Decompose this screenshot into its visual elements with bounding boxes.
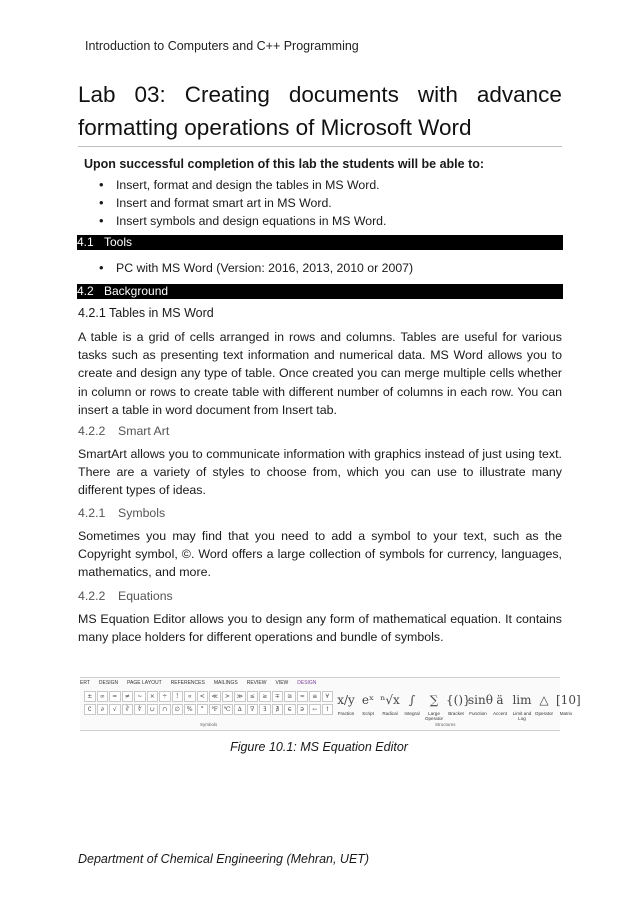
symbol-cell: = — [109, 691, 121, 702]
structure-glyph: eˣ — [361, 693, 375, 707]
symbol-cell: ≠ — [122, 691, 134, 702]
structure-label: Accent — [492, 711, 508, 716]
symbol-cell: ∀ — [322, 691, 334, 702]
structure-label: Function — [469, 711, 487, 716]
structure-glyph: {()} — [446, 693, 471, 707]
smartart-heading — [78, 424, 169, 438]
symbol-cell: ∈ — [284, 704, 296, 715]
structure-button — [468, 690, 493, 721]
section-number: 4.2 — [77, 284, 94, 298]
section-bar-tools — [77, 235, 563, 250]
symbol-cell: ∩ — [159, 704, 171, 715]
title-word: 03: — [134, 82, 166, 107]
structure-button — [336, 690, 356, 721]
symbols-heading — [78, 506, 165, 520]
symbol-cell: ∁ — [84, 704, 96, 715]
subsection-number: 4.2.1 — [78, 506, 106, 520]
structure-label: Large Operator — [424, 711, 444, 721]
ribbon-tab: VIEW — [275, 680, 289, 686]
structure-label: Script — [362, 711, 374, 716]
symbols-row — [84, 691, 333, 702]
ribbon-tab: ERT — [80, 680, 90, 686]
list-item: • Insert and format smart art in MS Word. — [84, 194, 386, 212]
page-header: Introduction to Computers and C++ Programming — [85, 39, 359, 53]
subsection-number: 4.2.2 — [78, 589, 106, 603]
symbol-cell: < — [197, 691, 209, 702]
outcomes-heading: Upon successful completion of this lab the students will be able to: — [84, 157, 485, 171]
symbols-row — [84, 704, 333, 715]
structure-label: Radical — [382, 711, 398, 716]
section-bar-background — [77, 284, 563, 299]
symbol-cell: ∇ — [247, 704, 259, 715]
structure-button — [446, 690, 471, 721]
symbol-cell: > — [222, 691, 234, 702]
symbol-cell: ≪ — [209, 691, 221, 702]
subsection-title: Symbols — [118, 506, 166, 520]
page-footer: Department of Chemical Engineering (Mehran, UET) — [78, 852, 370, 866]
structure-button — [556, 690, 581, 721]
structure-glyph: [10] — [556, 693, 581, 707]
structure-label: Fraction — [337, 711, 355, 716]
structure-glyph: ⁿ√x — [380, 693, 400, 707]
title-word: Creating — [184, 82, 270, 107]
symbol-cell: ≫ — [234, 691, 246, 702]
symbol-cell: ∛ — [122, 704, 134, 715]
symbol-cell: ∜ — [134, 704, 146, 715]
symbol-cell: ~ — [134, 691, 146, 702]
equations-paragraph: MS Equation Editor allows you to design any form of mathematical equation. It contains many place holders for different operations and bundle of symbols. — [78, 612, 562, 645]
symbol-cell: ← — [309, 704, 321, 715]
structure-button — [490, 690, 510, 721]
symbol-cell: ℉ — [209, 704, 221, 715]
symbol-cell: ∞ — [97, 691, 109, 702]
structure-label: Limit and Log — [512, 711, 532, 721]
title-word: documents — [288, 82, 399, 107]
structure-label: Matrix — [559, 711, 573, 716]
structure-label: Operator — [534, 711, 554, 716]
list-item: • Insert symbols and design equations in MS Word. — [84, 212, 386, 230]
title-line-1 — [78, 78, 562, 111]
subsection-number: 4.2.2 — [78, 424, 106, 438]
section-number: 4.1 — [77, 235, 94, 249]
structure-glyph: x/y — [337, 693, 355, 707]
symbol-cell: ∅ — [172, 704, 184, 715]
ribbon-tab: REVIEW — [246, 680, 267, 686]
equation-editor-ribbon-image — [80, 677, 581, 731]
section-title: Tools — [104, 235, 133, 249]
symbol-cell: ∂ — [97, 704, 109, 715]
list-item: • PC with MS Word (Version: 2016, 2013, 2010 or 2007) — [84, 259, 413, 277]
tables-heading: 4.2.1 Tables in MS Word — [78, 306, 214, 320]
structures-group-label: Structures — [435, 722, 456, 727]
title-word: Lab — [78, 82, 116, 107]
symbol-cell: ∆ — [234, 704, 246, 715]
structure-glyph: ∫ — [408, 693, 416, 707]
symbols-paragraph: Sometimes you may find that you need to add a symbol to your text, such as the Copyright symbol, ©. Word offers a large collection of symbols for currency, languages, mathematics, and more. — [78, 529, 562, 580]
structure-glyph: sinθ — [468, 693, 493, 707]
subsection-title: Equations — [118, 589, 173, 603]
subsection-title: Smart Art — [118, 424, 170, 438]
symbol-cell: ∝ — [184, 691, 196, 702]
symbol-cell: ÷ — [159, 691, 171, 702]
ribbon-tabs — [80, 678, 316, 689]
symbols-gallery — [84, 691, 333, 717]
symbol-cell: √ — [109, 704, 121, 715]
symbol-cell: ± — [84, 691, 96, 702]
symbol-cell: ↑ — [322, 704, 334, 715]
symbol-cell: ≈ — [297, 691, 309, 702]
tables-paragraph: A table is a grid of cells arranged in rows and columns. Tables are useful for various tasks such as presenting text information and numerical data. MS Word allows you to create and design any type of table. Once created you can merge multiple cells whether in column or rows to create table with different number of columns in each row. You can insert a table in word document from Insert tab. — [78, 330, 562, 417]
structure-button — [358, 690, 378, 721]
symbol-cell: ≤ — [247, 691, 259, 702]
title-divider — [78, 146, 562, 147]
structure-glyph: ∑ — [429, 693, 439, 707]
ribbon-tab: DESIGN — [98, 680, 119, 686]
symbol-cell: ∓ — [272, 691, 284, 702]
tools-list — [84, 259, 413, 277]
structure-button — [534, 690, 554, 721]
symbol-cell: × — [147, 691, 159, 702]
structure-button — [424, 690, 444, 721]
outcomes-list — [84, 176, 386, 230]
symbol-cell: ∪ — [147, 704, 159, 715]
symbol-cell: ∃ — [259, 704, 271, 715]
title-word: advance — [476, 82, 562, 107]
structure-label: Bracket — [448, 711, 464, 716]
structure-button — [380, 690, 400, 721]
symbol-cell: % — [184, 704, 196, 715]
ribbon-tab-active: DESIGN — [297, 680, 317, 686]
symbol-cell: ≡ — [309, 691, 321, 702]
smartart-paragraph: SmartArt allows you to communicate information with graphics instead of just using text. There are a variety of styles to choose from, which you can use to illustrate many different types of ideas. — [78, 447, 562, 498]
list-item: • Insert, format and design the tables in MS Word. — [84, 176, 386, 194]
structure-button — [512, 690, 532, 721]
ribbon-tab: REFERENCES — [170, 680, 205, 686]
symbol-cell: ∄ — [272, 704, 284, 715]
figure-caption: Figure 10.1: MS Equation Editor — [230, 740, 408, 754]
section-title: Background — [104, 284, 169, 298]
symbol-cell: ° — [197, 704, 209, 715]
symbol-cell: ∋ — [297, 704, 309, 715]
structure-glyph: ä — [496, 693, 504, 707]
title-word: with — [417, 82, 458, 107]
title-line-2: formatting operations of Microsoft Word — [78, 115, 472, 140]
symbol-cell: ≅ — [284, 691, 296, 702]
symbols-group-label: Symbols — [200, 722, 218, 727]
ribbon-tab: MAILINGS — [213, 680, 238, 686]
structures-group — [336, 690, 581, 721]
structure-glyph: △ — [539, 693, 549, 707]
symbol-cell: ! — [172, 691, 184, 702]
structure-button — [402, 690, 422, 721]
lab-title — [78, 78, 562, 144]
symbol-cell: ≥ — [259, 691, 271, 702]
ribbon-tab: PAGE LAYOUT — [127, 680, 162, 686]
structure-glyph: lim — [512, 693, 532, 707]
symbol-cell: ℃ — [222, 704, 234, 715]
structure-label: Integral — [404, 711, 420, 716]
equations-heading — [78, 589, 173, 603]
